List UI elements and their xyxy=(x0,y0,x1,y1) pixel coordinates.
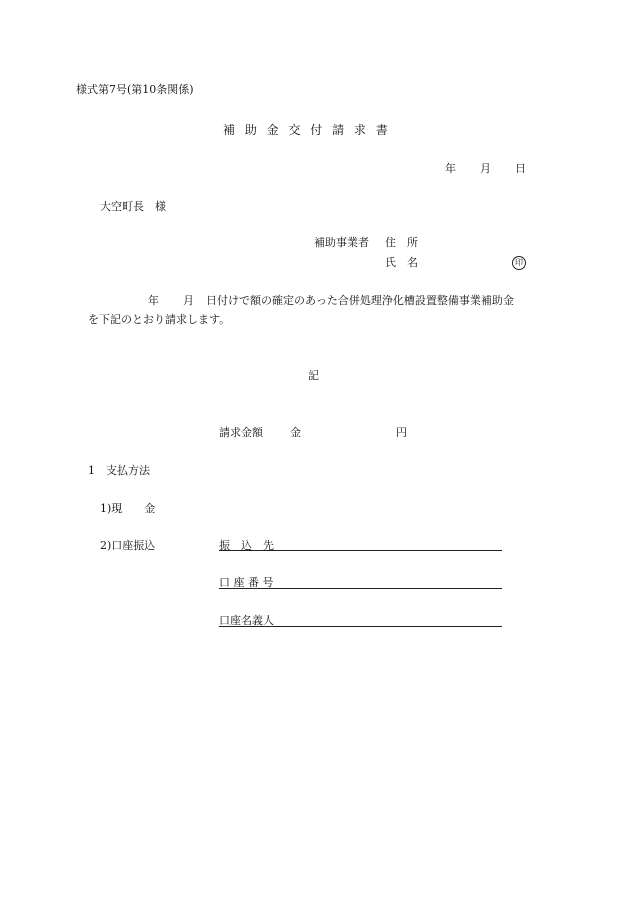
amount-label: 請求金額 xyxy=(219,426,263,439)
applicant-name-label: 氏 名 xyxy=(385,256,418,269)
ki-heading: 記 xyxy=(308,369,319,382)
seal-mark: 印 xyxy=(512,256,526,270)
date-year: 年 xyxy=(445,162,456,175)
account-number-label: 口 座 番 号 xyxy=(219,576,274,589)
body-line2-text: を下記のとおり請求します。 xyxy=(88,313,231,326)
form-header: 様式第7号(第10条関係) xyxy=(76,83,194,96)
amount-kin: 金 xyxy=(290,426,301,439)
body-month: 月 xyxy=(183,294,194,307)
account-number-underline xyxy=(219,588,502,589)
payment-transfer: 2)口座振込 xyxy=(100,539,156,552)
addressee: 大空町長 様 xyxy=(100,200,166,213)
document-title: 補 助 金 交 付 請 求 書 xyxy=(223,123,391,137)
account-holder-underline xyxy=(219,626,502,627)
body-line1-text: 日付けで額の確定のあった合併処理浄化槽設置整備事業補助金 xyxy=(206,294,514,307)
payment-heading: 1 支払方法 xyxy=(88,464,150,477)
applicant-role-label: 補助事業者 xyxy=(314,236,369,249)
amount-en: 円 xyxy=(396,426,407,439)
date-month: 月 xyxy=(480,162,491,175)
account-holder-label: 口座名義人 xyxy=(219,614,274,627)
body-year: 年 xyxy=(148,294,159,307)
bank-underline xyxy=(219,550,502,551)
bank-label: 振 込 先 xyxy=(219,539,274,552)
payment-cash: 1)現 金 xyxy=(100,502,156,515)
applicant-address-label: 住 所 xyxy=(385,236,418,249)
date-day: 日 xyxy=(515,162,526,175)
